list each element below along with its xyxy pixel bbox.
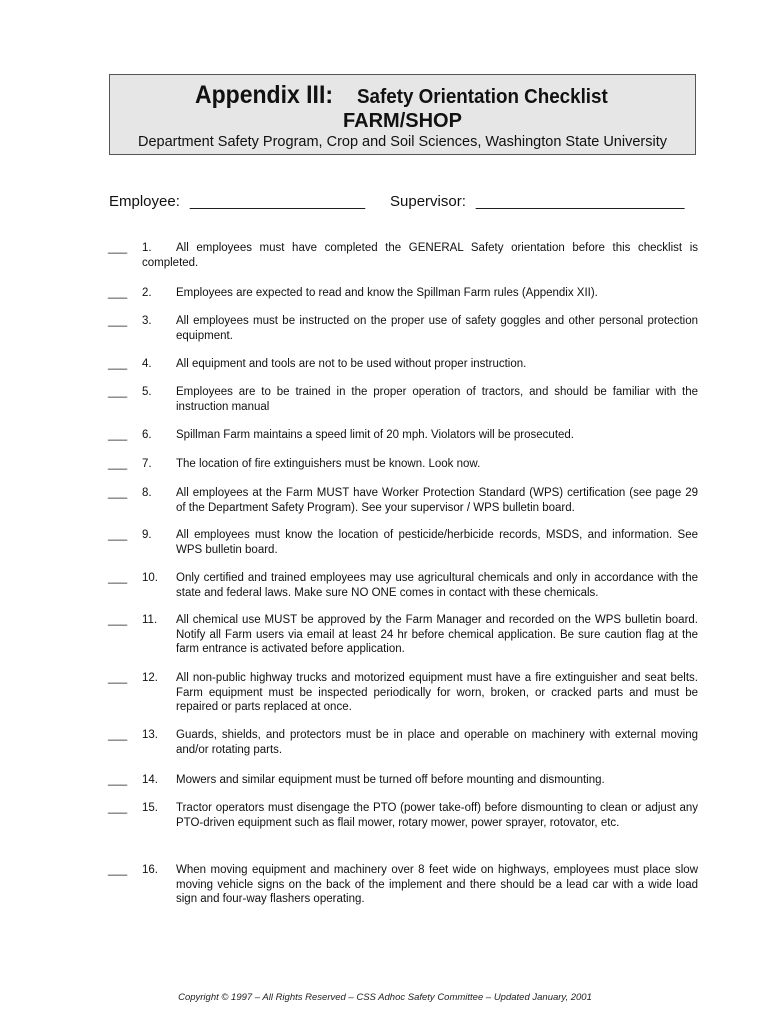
checkbox-blank[interactable]: ___ — [108, 315, 128, 327]
checkbox-blank[interactable]: ___ — [108, 429, 128, 441]
item-text: All employees at the Farm MUST have Worker Protection Standard (WPS) certification (see page 29 of the Department Safety Program). See your supervisor / WPS bulletin board. — [176, 487, 698, 514]
employee-signature — [109, 193, 365, 210]
page-subtitle: FARM/SHOP — [343, 110, 462, 132]
item-text: All employees must have completed the GENERAL Safety orientation before this checklist is completed. — [142, 242, 698, 269]
checkbox-blank[interactable]: ___ — [108, 529, 128, 541]
checkbox-blank[interactable]: ___ — [108, 729, 128, 741]
checkbox-blank[interactable]: ___ — [108, 487, 128, 499]
item-number: 3. — [142, 315, 152, 327]
item-number: 1. — [142, 242, 152, 254]
checkbox-blank[interactable]: ___ — [108, 458, 128, 470]
item-number: 10. — [142, 572, 158, 584]
item-text: Spillman Farm maintains a speed limit of 20 mph. Violators will be prosecuted. — [176, 429, 574, 441]
item-text: Guards, shields, and protectors must be in place and operable on machinery with external moving and/or rotating parts. — [176, 729, 698, 756]
item-number: 5. — [142, 386, 152, 398]
item-number: 11. — [142, 614, 158, 626]
item-number: 16. — [142, 864, 158, 876]
item-number: 14. — [142, 774, 158, 786]
item-text: The location of fire extinguishers must be known. Look now. — [176, 458, 481, 470]
item-text: Employees are to be trained in the proper operation of tractors, and should be familiar with the instruction manual — [176, 386, 698, 413]
item-number: 8. — [142, 487, 152, 499]
item-number: 2. — [142, 287, 152, 299]
checkbox-blank[interactable]: ___ — [108, 774, 128, 786]
item-text: All non-public highway trucks and motorized equipment must have a fire extinguisher and seat belts. Farm equipment must be inspected periodically for worn, broken, or cracked parts and must be repaired or parts replaced at once. — [176, 672, 698, 713]
checkbox-blank[interactable]: ___ — [108, 672, 128, 684]
item-number: 4. — [142, 358, 152, 370]
item-text: All equipment and tools are not to be used without proper instruction. — [176, 358, 527, 370]
item-number: 9. — [142, 529, 152, 541]
title-header-box — [109, 74, 696, 155]
item-text: All employees must be instructed on the proper use of safety goggles and other personal protection equipment. — [176, 315, 698, 342]
item-number: 13. — [142, 729, 158, 741]
department-line: Department Safety Program, Crop and Soil Sciences, Washington State University — [138, 134, 667, 150]
checkbox-blank[interactable]: ___ — [108, 572, 128, 584]
employee-label: Employee: — [109, 193, 180, 210]
supervisor-signature — [390, 193, 684, 210]
item-text: When moving equipment and machinery over 8 feet wide on highways, employees must place slow moving vehicle signs on the back of the implement and there should be a lead car with a wide load sign and four-way flashers operating. — [176, 864, 698, 905]
checkbox-blank[interactable]: ___ — [108, 242, 128, 254]
item-text: All employees must know the location of pesticide/herbicide records, MSDS, and information. See WPS bulletin board. — [176, 529, 698, 556]
item-text: Employees are expected to read and know the Spillman Farm rules (Appendix XII). — [176, 287, 598, 299]
supervisor-blank-field[interactable]: _________________________ — [475, 193, 685, 210]
item-number: 15. — [142, 802, 158, 814]
item-number: 6. — [142, 429, 152, 441]
checkbox-blank[interactable]: ___ — [108, 614, 128, 626]
checkbox-blank[interactable]: ___ — [108, 864, 128, 876]
item-text: Tractor operators must disengage the PTO (power take-off) before dismounting to clean or adjust any PTO-driven equipment such as flail mower, rotary mower, power sprayer, rotovator, etc. — [176, 802, 698, 829]
item-number: 7. — [142, 458, 152, 470]
checkbox-blank[interactable]: ___ — [108, 386, 128, 398]
item-text: Only certified and trained employees may use agricultural chemicals and only in accordance with the state and federal laws. Make sure NO ONE comes in contact with these chemicals. — [176, 572, 698, 599]
title-line — [110, 81, 695, 110]
checklist-title: Safety Orientation Checklist — [357, 86, 608, 108]
item-text: Mowers and similar equipment must be turned off before mounting and dismounting. — [176, 774, 605, 786]
employee-blank-field[interactable]: _____________________ — [189, 193, 366, 210]
checkbox-blank[interactable]: ___ — [108, 358, 128, 370]
checkbox-blank[interactable]: ___ — [108, 802, 128, 814]
supervisor-label: Supervisor: — [390, 193, 466, 210]
checkbox-blank[interactable]: ___ — [108, 287, 128, 299]
item-text: All chemical use MUST be approved by the Farm Manager and recorded on the WPS bulletin board. Notify all Farm users via email at least 24 hr before chemical application. Be sure caution flag at the farm entrance is activated before application. — [176, 614, 698, 655]
appendix-label: Appendix III: — [195, 81, 334, 109]
item-number: 12. — [142, 672, 158, 684]
copyright-footer: Copyright © 1997 – All Rights Reserved – CSS Adhoc Safety Committee – Updated January, 2001 — [178, 992, 592, 1003]
